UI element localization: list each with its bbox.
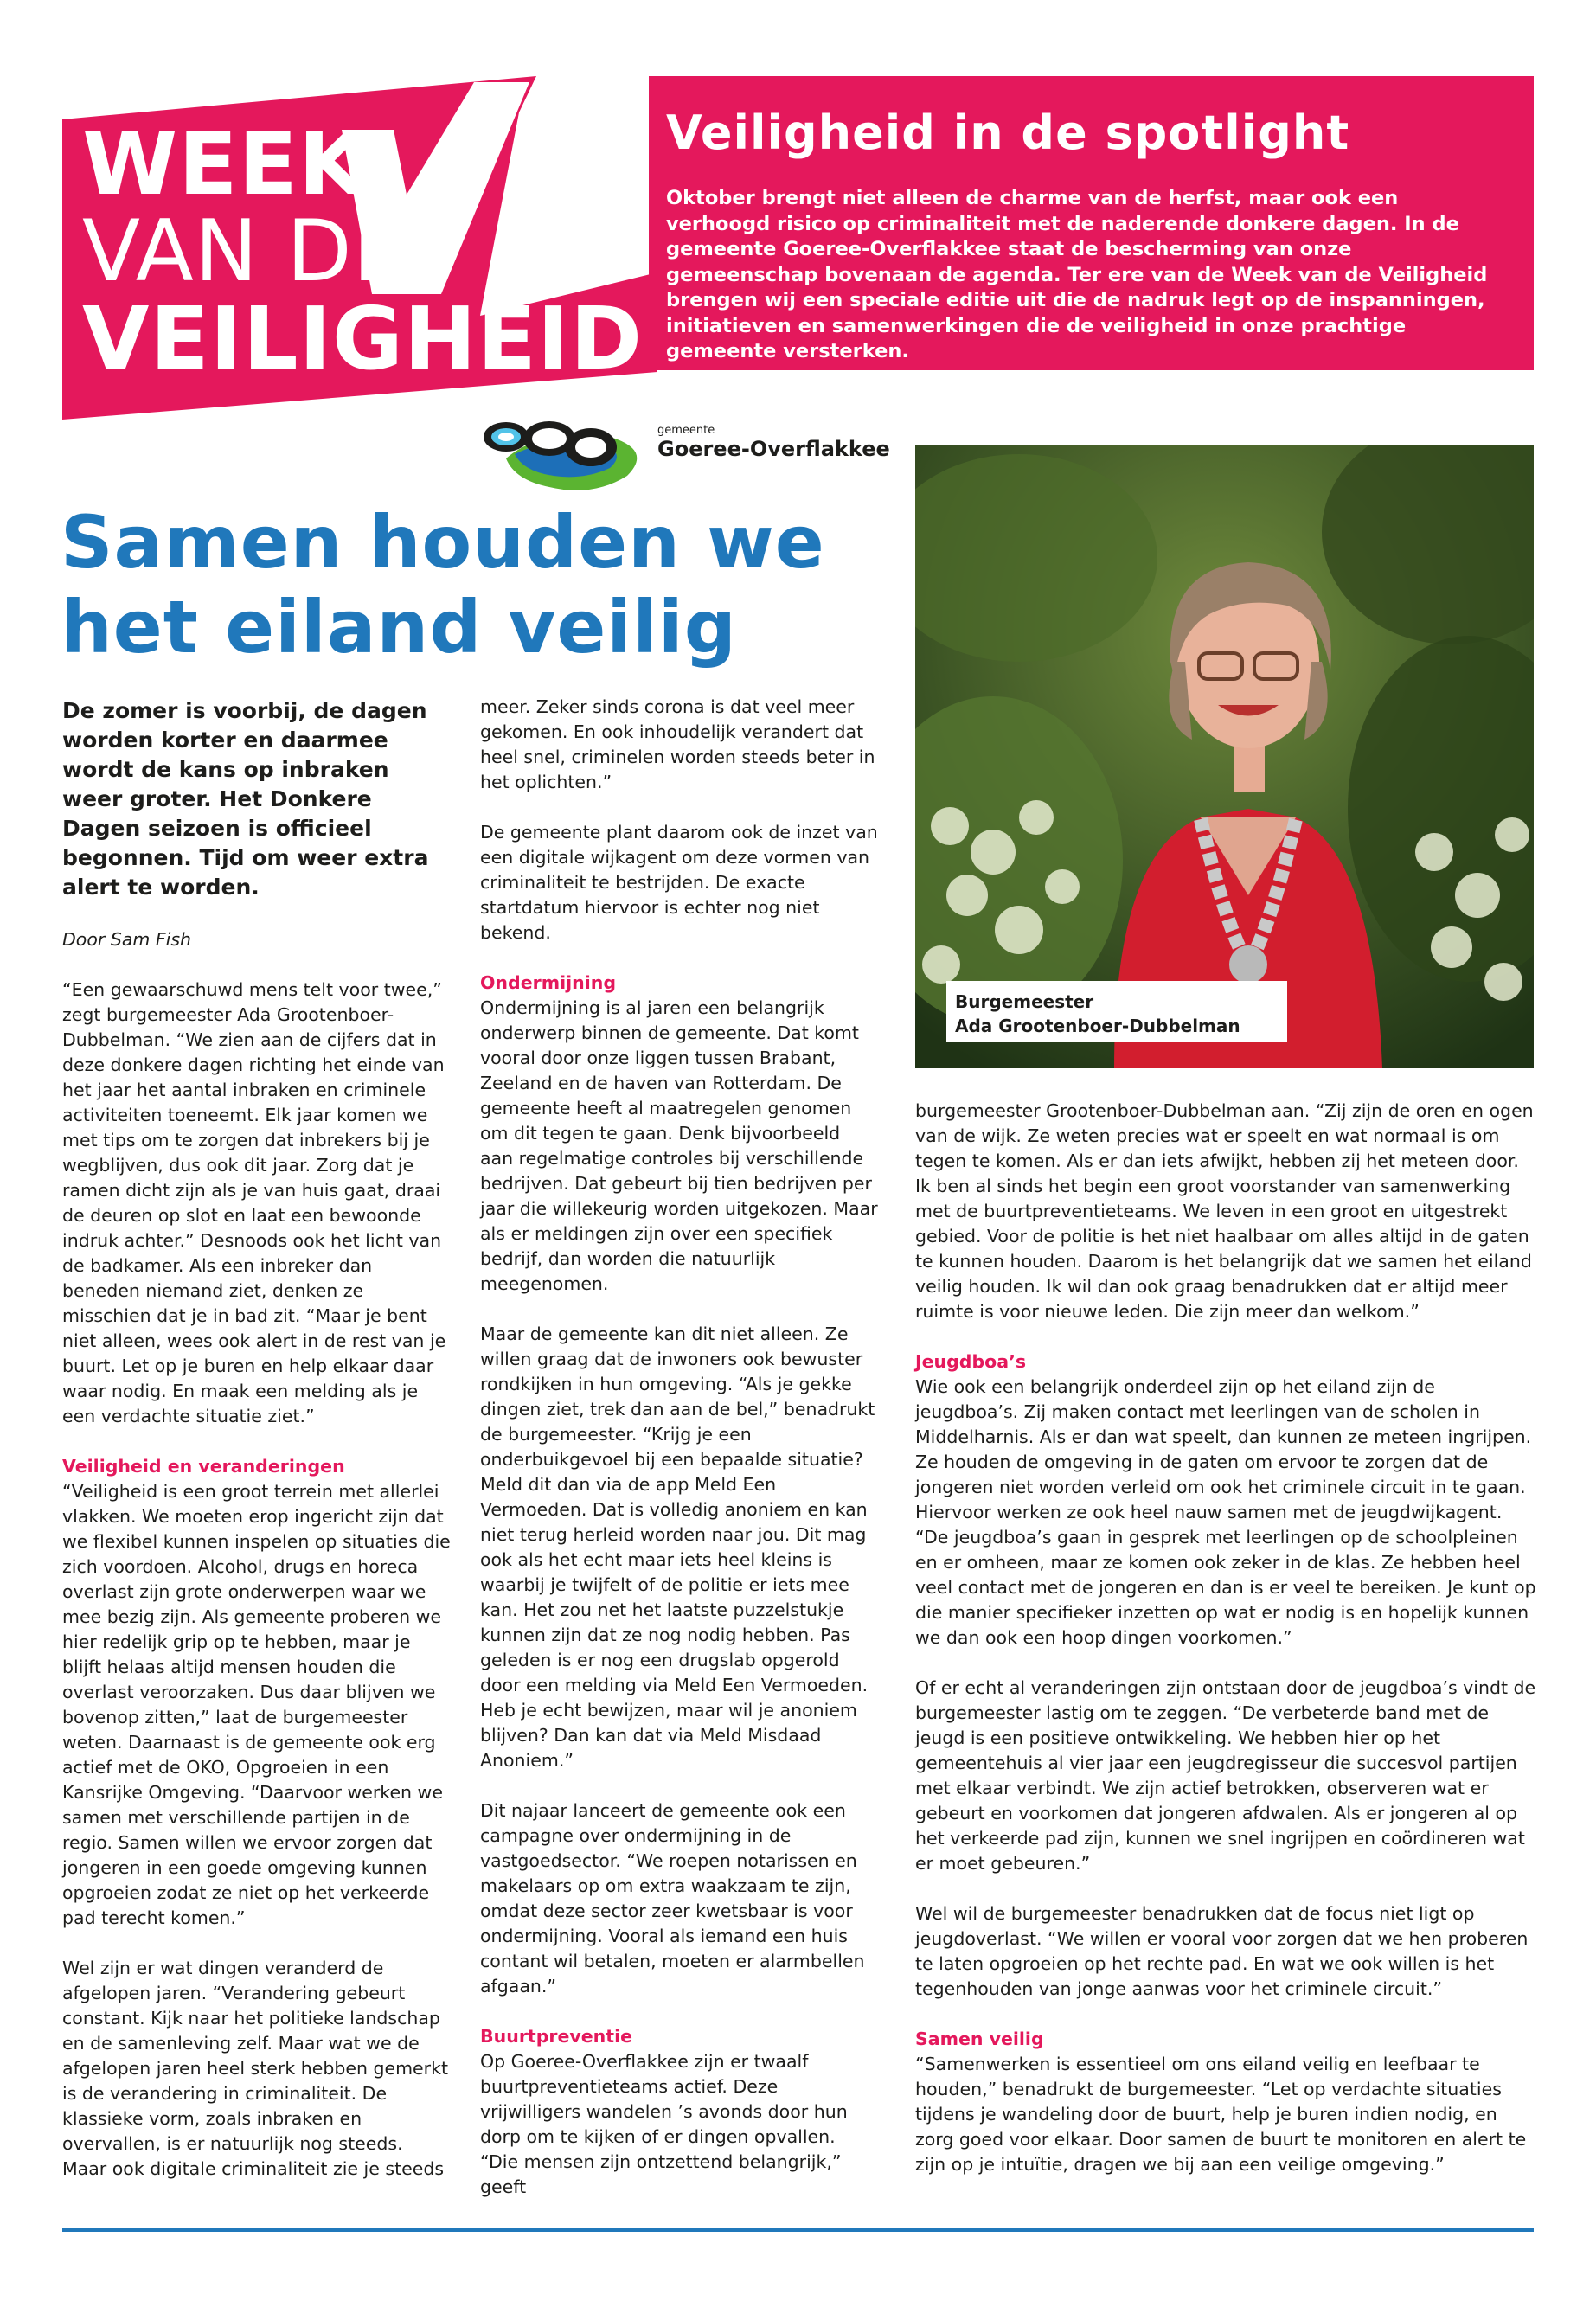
subheading: Veiligheid en veranderingen <box>62 1456 345 1477</box>
paragraph: “Een gewaarschuwd mens telt voor twee,” zegt burgemeester Ada Grootenboer-Dubbelman. “We zien aan de cijfers dat in deze donkere dagen richting het einde van het jaar het aantal inbraken en criminele activiteiten toeneemt. Elk jaar komen we met tips om te zorgen dat inbrekers bij je wegblijven, dus ook dit jaar. Zorg dat je ramen dicht zijn als je van huis gaat, draai de deuren op slot en laat een bewoonde indruk achter.” Desnoods ook het licht van de badkamer. Als een inbreker dan beneden niemand ziet, denken ze misschien dat je in bad zit. “Maar je bent niet alleen, wees ook alert in de rest van je buurt. Let op je buren en help elkaar daar waar nodig. En maak een melding als je een verdachte situatie ziet.” <box>62 979 446 1426</box>
caption-name: Ada Grootenboer-Dubbelman <box>955 1016 1240 1036</box>
subheading: Jeugdboa’s <box>915 1351 1027 1372</box>
paragraph: Op Goeree-Overflakkee zijn er twaalf buurtpreventieteams actief. Deze vrijwilligers wandelen ’s avonds door hun dorp om te kijken of er dingen opvallen. “Die mensen zijn ontzettend belangrijk,” geeft <box>480 2051 848 2197</box>
caption-title: Burgemeester <box>955 991 1094 1012</box>
paragraph: Dit najaar lanceert de gemeente ook een campagne over ondermijning in de vastgoedsector. “We roepen notarissen en makelaars op om extra waakzaam te zijn, omdat deze sector zeer kwetsbaar is voor ondermijning. Vooral als iemand een huis contant wil betalen, moeten er alarmbellen afgaan.” <box>480 1800 865 1997</box>
article-column-2 <box>480 695 878 2225</box>
article-column-1 <box>62 696 452 2207</box>
paragraph: Wie ook een belangrijk onderdeel zijn op het eiland zijn de jeugdboa’s. Zij maken contact met leerlingen van de scholen in Middelharnis. Als er dan wat speelt, dan kunnen ze meteen ingrijpen. Ze houden de omgeving in de gaten om ervoor te zorgen dat de jongeren niet worden verleid om ook het criminele circuit in te gaan. Hiervoor werken ze ook heel nauw samen met de jeugdwijkagent. “De jeugdboa’s gaan in gesprek met leerlingen op de schoolpleinen en er omheen, maar ze komen ook zeker in de klas. Ze hebben heel veel contact met de jongeren en dan is er veel te bereiken. Je kunt op die manier specifieker inzetten op wat er nodig is en hopelijk kunnen we dan ook een hoop dingen voorkomen.” <box>915 1376 1536 1648</box>
subheading: Samen veilig <box>915 2029 1044 2049</box>
intro-text: Oktober brengt niet alleen de charme van de herfst, maar ook een verhoogd risico op criminaliteit met de naderende donkere dagen. In de gemeente Goeree-Overflakkee staat de bescherming van onze gemeenschap bovenaan de agenda. Ter ere van de Week van de Veiligheid brengen wij een speciale editie uit die de nadruk legt op de inspanningen, initiatieven en samenwerkingen die de veiligheid in onze prachtige gemeente versterken. <box>666 187 1488 362</box>
logo-municipality-name: Goeree-Overflakkee <box>657 437 890 461</box>
municipality-logo-icon <box>480 411 653 493</box>
paragraph: burgemeester Grootenboer-Dubbelman aan. “Zij zijn de oren en ogen van de wijk. Ze weten precies wat er speelt en wat normaal is om tegen te komen. Als er dan iets afwijkt, hebben zij het meteen door. Ik ben al sinds het begin een groot voorstander van samenwerking met de buurtpreventieteams. We leven in een groot en uitgestrekt gebied. Voor de politie is het niet haalbaar om alles altijd in de gaten te kunnen houden. Daarom is het belangrijk dat we samen het eiland veilig houden. Ik wil dan ook graag benadrukken dat er altijd meer ruimte is voor nieuwe leden. Die zijn meer dan welkom.” <box>915 1100 1534 1322</box>
mayor-photo-illustration <box>915 445 1534 1068</box>
paragraph: De gemeente plant daarom ook de inzet van een digitale wijkagent om deze vormen van criminaliteit te bestrijden. De exacte startdatum hiervoor is echter nog niet bekend. <box>480 822 878 943</box>
article-lead: De zomer is voorbij, de dagen worden korter en daarmee wordt de kans op inbraken weer groter. Het Donkere Dagen seizoen is officieel begonnen. Tijd om weer extra alert te worden. <box>62 698 429 900</box>
paragraph: Wel wil de burgemeester benadrukken dat de focus niet ligt op jeugdoverlast. “We willen er vooral voor zorgen dat we hen proberen te laten opgroeien op het rechte pad. En wat we ook willen is het tegenhouden van jonge aanwas voor het criminele circuit.” <box>915 1903 1529 1999</box>
bottom-rule <box>62 2228 1534 2232</box>
brand-line-3: VEILIGHEID <box>82 288 644 389</box>
paragraph: “Samenwerken is essentieel om ons eiland veilig en leefbaar te houden,” benadrukt de burgemeester. “Let op verdachte situaties tijdens je wandeling door de buurt, help je buren indien nodig, en zorg goed voor elkaar. Door samen de buurt te monitoren en alert te zijn op je intuïtie, dragen we bij aan een veilige omgeving.” <box>915 2054 1527 2175</box>
paragraph: Wel zijn er wat dingen veranderd de afgelopen jaren. “Verandering gebeurt constant. Kijk naar het politieke landschap en de samenleving zelf. Maar wat we de afgelopen jaren heel sterk hebben gemerkt is de verandering in criminaliteit. De klassieke vorm, zoals inbraken en overvallen, is er natuurlijk nog steeds. Maar ook digitale criminaliteit zie je steeds <box>62 1958 449 2179</box>
paragraph: Of er echt al veranderingen zijn ontstaan door de jeugdboa’s vindt de burgemeester lastig om te zeggen. “De verbeterde band met de jeugd is een positieve ontwikkeling. We hebben hier op het gemeentehuis al vier jaar een jeugdregisseur die succesvol partijen met elkaar verbindt. We zijn actief betrokken, observeren wat er gebeurt en voorkomen dat jongeren afdwalen. Als er jongeren al op het verkeerde pad zijn, kunnen we snel ingrijpen en coördineren wat er moet gebeuren.” <box>915 1677 1536 1874</box>
mayor-photo <box>915 445 1534 1068</box>
paragraph: “Veiligheid is een groot terrein met allerlei vlakken. We moeten erop ingericht zijn dat we flexibel kunnen inspelen op situaties die zich voordoen. Alcohol, drugs en horeca overlast zijn grote onderwerpen waar we mee bezig zijn. Als gemeente proberen we hier redelijk grip op te hebben, maar je blijft helaas altijd mensen houden die overlast veroorzaken. Dus daar blijven we bovenop zitten,” laat de burgemeester weten. Daarnaast is de gemeente ook erg actief met de OKO, Opgroeien in een Kansrijke Omgeving. “Daarvoor werken we samen met verschillende partijen in de regio. Samen willen we ervoor zorgen dat jongeren in een goede omgeving kunnen opgroeien zodat ze niet op het verkeerde pad terecht komen.” <box>62 1481 451 1928</box>
brand-line-2: VAN DE <box>82 202 407 301</box>
logo-gemeente-label: gemeente <box>657 424 715 437</box>
article-byline: Door Sam Fish <box>62 929 192 950</box>
paragraph: meer. Zeker sinds corona is dat veel meer gekomen. En ook inhoudelijk verandert dat heel snel, criminelen worden steeds beter in het oplichten.” <box>480 696 875 792</box>
subheading: Buurtpreventie <box>480 2026 633 2047</box>
subheading: Ondermijning <box>480 972 617 993</box>
photo-caption <box>946 981 1287 1042</box>
paragraph: Ondermijning is al jaren een belangrijk onderwerp binnen de gemeente. Dat komt vooral door onze liggen tussen Brabant, Zeeland en de haven van Rotterdam. De gemeente heeft al maatregelen genomen om dit tegen te gaan. Denk bijvoorbeeld aan regelmatige controles bij verschillende bedrijven. Dat gebeurt bij tien bedrijven per jaar die willekeurig worden uitgekozen. Maar als er meldingen zijn over een specifiek bedrijf, dan worden die natuurlijk meegenomen. <box>480 997 878 1294</box>
article-headline: Samen houden we het eiland veilig <box>61 500 825 670</box>
paragraph: Maar de gemeente kan dit niet alleen. Ze willen graag dat de inwoners ook bewuster rondkijken in hun omgeving. “Als je gekke dingen ziet, trek dan aan de bel,” benadrukt de burgemeester. “Krijg je een onderbuikgevoel bij een bepaalde situatie? Meld dit dan via de app Meld Een Vermoeden. Dat is volledig anoniem en kan niet terug herleid worden naar jou. Dit mag ook als het echt maar iets heel kleins is waarbij je twijfelt of de politie er iets mee kan. Het zou net het laatste puzzelstukje kunnen zijn dat ze nog nodig hebben. Pas geleden is er nog een drugslab opgerold door een melding via Meld Een Vermoeden. Heb je echt bewijzen, maar wil je anoniem blijven? Dan kan dat via Meld Misdaad Anoniem.” <box>480 1324 875 1771</box>
intro-title: Veiligheid in de spotlight <box>666 106 1350 160</box>
brand-line-1: WEEK <box>82 113 367 215</box>
article-column-3 <box>915 1099 1538 2202</box>
week-van-de-veiligheid-logo <box>82 113 644 389</box>
